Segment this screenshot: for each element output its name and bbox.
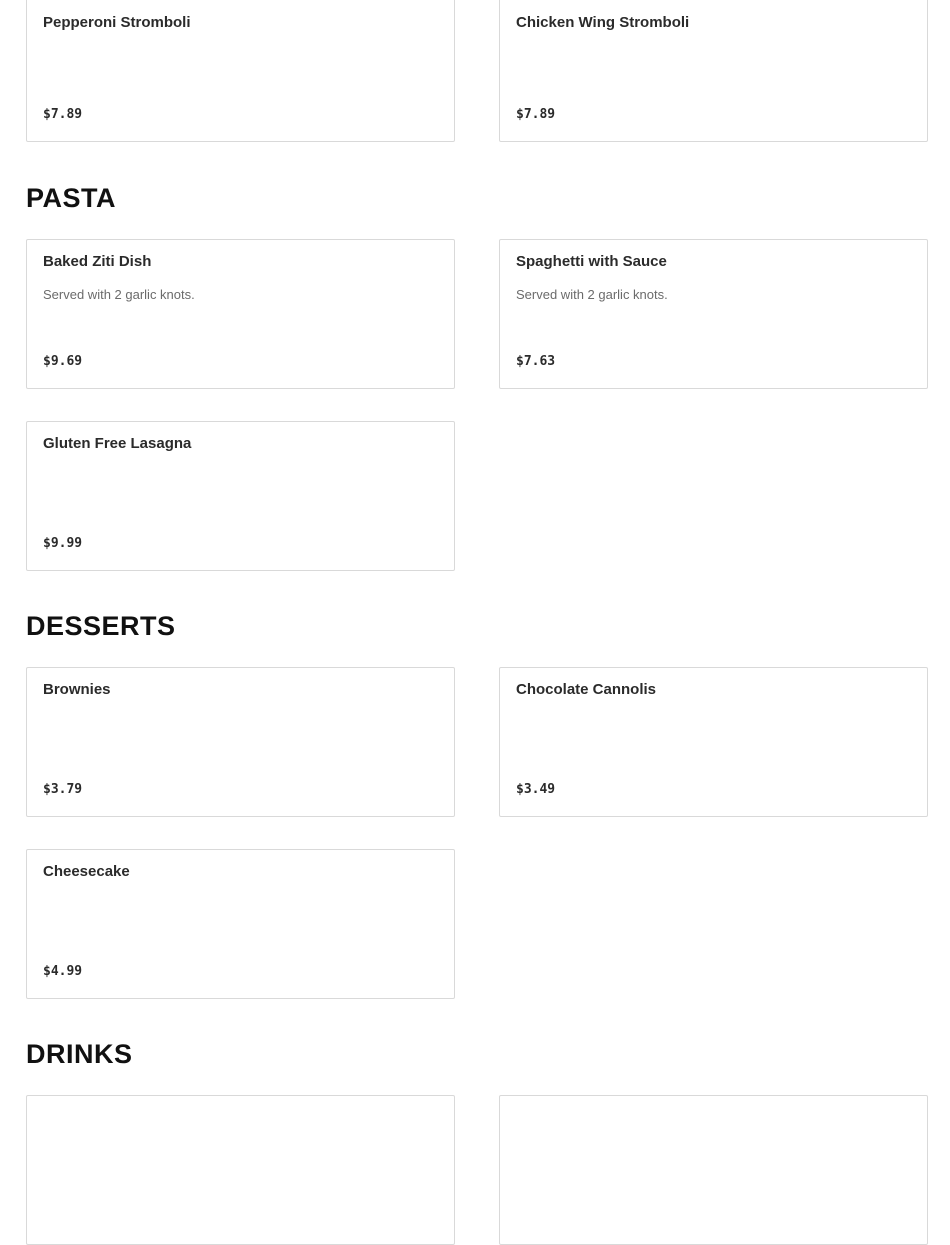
menu-item-card[interactable] [499,1095,928,1245]
menu-item-name: Baked Ziti Dish [43,253,152,270]
menu-item-description: Served with 2 garlic knots. [43,287,195,302]
menu-item-name: Cheesecake [43,863,130,880]
menu-item-description: Served with 2 garlic knots. [516,287,668,302]
menu-item-card[interactable] [499,0,928,142]
menu-item-card[interactable] [499,667,928,817]
menu-item-price: $7.63 [516,354,556,369]
menu-item-name: Brownies [43,681,111,698]
menu-item-price: $7.89 [516,107,556,122]
section-title-drinks: DRINKS [26,1039,133,1069]
menu-item-name: Pepperoni Stromboli [43,14,191,31]
menu-item-price: $9.99 [43,536,83,551]
menu-item-price: $4.99 [43,964,83,979]
menu-item-price: $7.89 [43,107,83,122]
menu-item-name: Gluten Free Lasagna [43,435,192,452]
menu-item-card[interactable] [26,667,455,817]
menu-item-name: Chicken Wing Stromboli [516,14,690,31]
menu-item-price: $3.79 [43,782,83,797]
menu-item-name: Spaghetti with Sauce [516,253,667,270]
menu-item-name: Chocolate Cannolis [516,681,657,698]
menu-item-card[interactable] [26,421,455,571]
section-title-pasta: PASTA [26,183,116,213]
menu-item-card[interactable] [26,849,455,999]
menu-item-card[interactable] [26,239,455,389]
menu-item-card[interactable] [26,1095,455,1245]
section-title-desserts: DESSERTS [26,611,176,641]
menu-item-card[interactable] [26,0,455,142]
menu-item-price: $3.49 [516,782,556,797]
menu-item-price: $9.69 [43,354,83,369]
menu-item-card[interactable] [499,239,928,389]
